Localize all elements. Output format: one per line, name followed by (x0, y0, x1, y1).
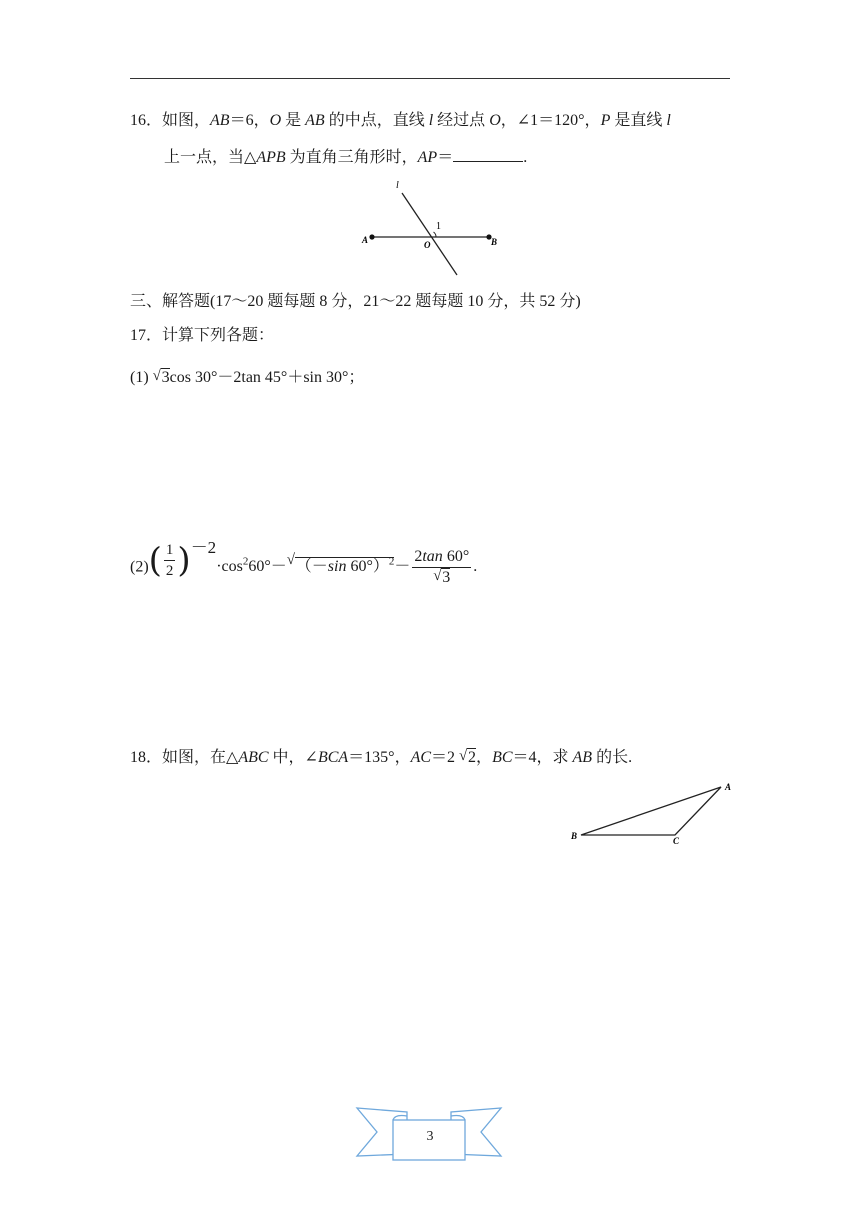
label-b: B (491, 237, 498, 247)
sqrt-neg-sin60-sq: √ （－sin 60°）$^2$ (286, 551, 395, 575)
fraction-2tan60-over-sqrt3: 2tan 60° √ 3 (414, 547, 470, 586)
label-l: l (396, 180, 399, 191)
label-o: O (424, 240, 431, 250)
label-1: 1 (436, 221, 441, 232)
sqrt-3: √ 3 (152, 368, 170, 386)
q18-figure (560, 776, 740, 848)
q18-text: 18．如图，在△ABC 中，∠BCA＝135°，AC＝2 √ 2，BC＝4，求 AB 的长. (130, 748, 633, 766)
answer-blank (453, 147, 523, 162)
label-b: B (571, 831, 578, 841)
q17-part1: (1) √ 3cos 30°－2tan 45°＋sin 30°； (130, 368, 365, 386)
q16-figure (350, 176, 520, 280)
q17-part2: (2)( $\frac{1}{2}$ )$-2\cdot\cos^260^\circ-$ √ （－sin 60°）$^2$－ 2tan 60° √ 3 . (130, 538, 478, 586)
header-rule (130, 78, 730, 79)
q16-line2: 上一点，当△APB 为直角三角形时，AP＝ . (164, 149, 528, 166)
label-a: A (362, 235, 369, 245)
point-a (369, 234, 374, 239)
q16-line1: 16．如图，AB＝6，O 是 AB 的中点，直线 l 经过点 O，∠1＝120°，P 是直线 l (130, 112, 671, 129)
triangle-abc (581, 787, 721, 835)
label-c: C (673, 836, 680, 846)
line-l (402, 193, 457, 275)
label-a: A (725, 782, 732, 792)
angle-1-arc (434, 232, 437, 237)
q17-title: 17．计算下列各题： (130, 327, 275, 344)
page-number: 3 (426, 1129, 434, 1144)
section-3-heading: 三、解答题(17～20 题每题 8 分，21～22 题每题 10 分，共 52 分) (130, 293, 581, 310)
